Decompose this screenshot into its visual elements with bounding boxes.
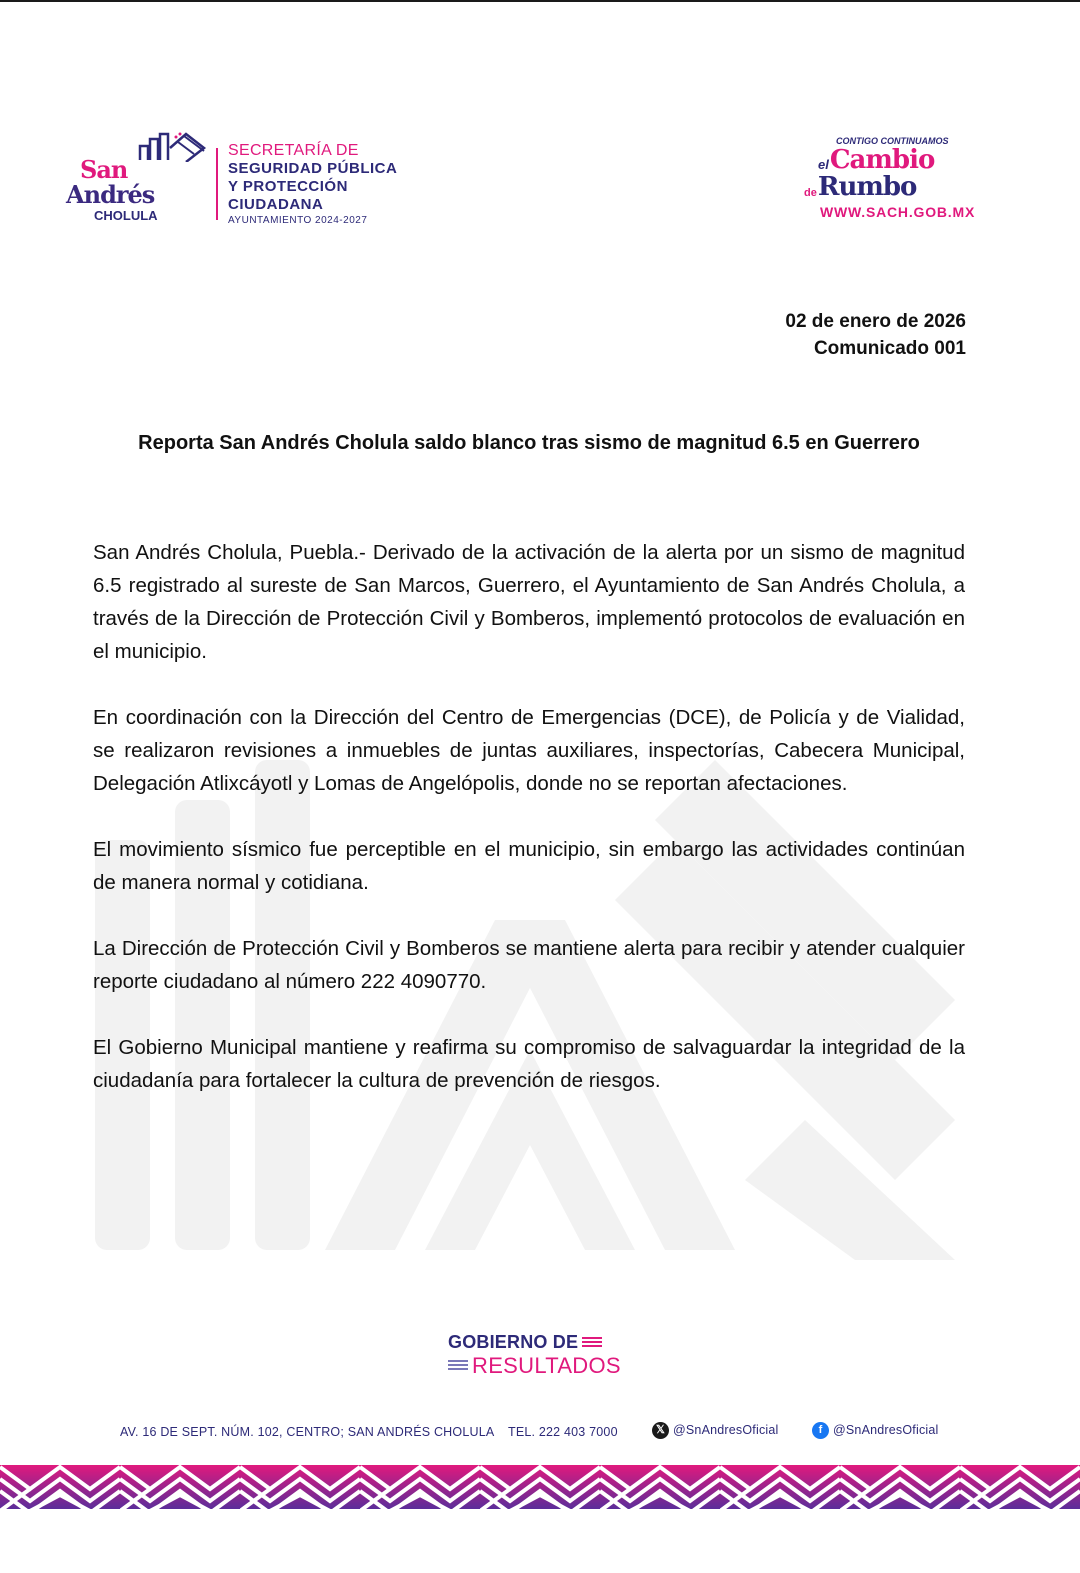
san-andres-cholula-logo (62, 132, 212, 236)
logo-divider (216, 148, 218, 220)
secretaria-line-2: SEGURIDAD PÚBLICA (228, 159, 398, 177)
slogan-row-1 (448, 1332, 623, 1353)
logo-cambio: Cambio (829, 145, 935, 175)
logo-row-rumbo (804, 174, 916, 201)
paragraph-2: En coordinación con la Dirección del Centro de Emergencias (DCE), de Policía y de Vialidad, se realizaron revisiones a inmuebles de juntas auxiliares, inspectorías, Cabecera Municipal, Delegación Atlixcáyotl y Lomas de Angelópolis, donde no se reportan afectaciones. (93, 706, 965, 795)
paragraph-4: La Dirección de Protección Civil y Bomberos se mantiene alerta para recibir y atender cualquier reporte ciudadano al número 222 4090770. (93, 937, 965, 993)
facebook-icon: f (812, 1422, 829, 1439)
address: AV. 16 DE SEPT. NÚM. 102, CENTRO; SAN ANDRÉS CHOLULA (120, 1425, 495, 1439)
slogan-line-1: GOBIERNO DE (448, 1332, 579, 1352)
logo-rumbo: Rumbo (817, 172, 917, 202)
facebook-account-link[interactable] (812, 1422, 939, 1439)
press-release-title: Reporta San Andrés Cholula saldo blanco tras sismo de magnitud 6.5 en Guerrero (138, 432, 920, 454)
paragraph-3: El movimiento sísmico fue perceptible en el municipio, sin embargo las actividades continúan de manera normal y cotidiana. (93, 838, 965, 894)
logo-san: San (80, 155, 128, 184)
phone: TEL. 222 403 7000 (508, 1425, 618, 1439)
x-account-link[interactable] (652, 1422, 779, 1439)
x-logo-icon: 𝕏 (652, 1422, 669, 1439)
cambio-de-rumbo-logo (804, 136, 1004, 221)
top-border (0, 0, 1080, 2)
logo-de: de (804, 187, 817, 199)
ayuntamiento-period: AYUNTAMIENTO 2024-2027 (228, 214, 368, 226)
paragraph-5: El Gobierno Municipal mantiene y reafirma su compromiso de salvaguardar la integridad de la ciudadanía para fortalecer la cultura de prevención de riesgos. (93, 1036, 965, 1092)
facebook-handle: @SnAndresOficial (833, 1423, 939, 1437)
logo-cholula: CHOLULA (94, 208, 158, 223)
secretaria-line-3: Y PROTECCIÓN (228, 177, 348, 195)
slogan-lines-pink (582, 1337, 602, 1349)
document-date: 02 de enero de 2026 (785, 311, 966, 332)
zigzag-pattern (0, 1465, 1080, 1509)
communique-number: Comunicado 001 (813, 338, 966, 359)
logo-row-cambio (804, 147, 934, 174)
slogan-line-2: RESULTADOS (472, 1353, 621, 1378)
logo-el: el (818, 157, 829, 172)
logo-tagline: CONTIGO CONTINUAMOS (836, 136, 949, 146)
sach-security-logo (62, 128, 397, 240)
press-release-body (93, 536, 965, 1130)
logo-andres: Andrés (66, 180, 155, 209)
secretaria-name (228, 141, 397, 228)
secretaria-line-1: SECRETARÍA DE (228, 141, 359, 159)
gobierno-de-resultados-logo (448, 1332, 623, 1378)
logo-wordmark (66, 155, 158, 224)
slogan-lines-navy (448, 1360, 468, 1372)
slogan-row-2 (448, 1353, 623, 1378)
decorative-zigzag-band (0, 1465, 1080, 1509)
x-handle: @SnAndresOficial (673, 1423, 779, 1437)
secretaria-line-4: CIUDADANA (228, 195, 324, 213)
website-url: WWW.SACH.GOB.MX (820, 204, 976, 220)
date-block (785, 308, 966, 362)
paragraph-1: San Andrés Cholula, Puebla.- Derivado de la activación de la alerta por un sismo de magnitud 6.5 registrado al sureste de San Marcos, Guerrero, el Ayuntamiento de San Andrés Cholula, a través de la Dirección de Protección Civil y Bomberos, implementó protocolos de evaluación en el municipio. (93, 541, 965, 663)
